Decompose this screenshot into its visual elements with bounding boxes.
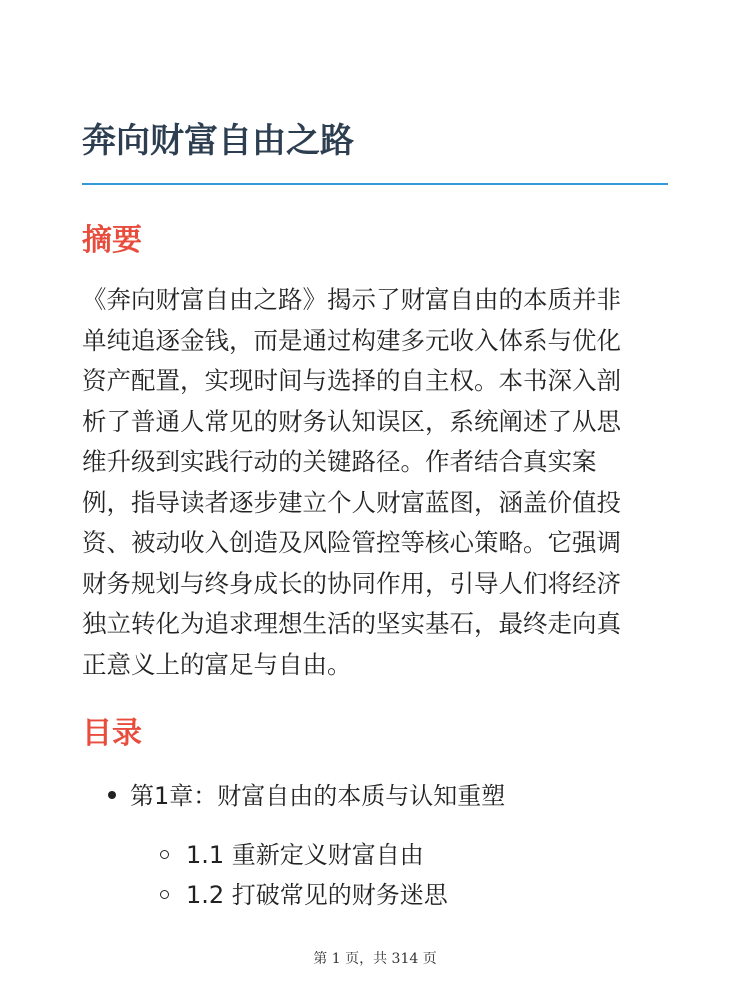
summary-paragraph bbox=[82, 280, 672, 685]
summary-line: 《奔向财富自由之路》揭示了财富自由的本质并非 bbox=[82, 285, 621, 314]
bullet-circle-icon bbox=[160, 890, 169, 899]
summary-line: 独立转化为追求理想生活的坚实基石，最终走向真 bbox=[82, 609, 621, 638]
toc-heading: 目录 bbox=[82, 716, 142, 751]
bullet-circle-icon bbox=[160, 850, 169, 859]
summary-line: 维升级到实践行动的关键路径。作者结合真实案 bbox=[82, 447, 597, 476]
summary-line: 例，指导读者逐步建立个人财富蓝图，涵盖价值投 bbox=[82, 487, 621, 517]
toc-chapter-label: 第1章：财富自由的本质与认知重塑 bbox=[130, 782, 506, 810]
summary-line: 资产配置，实现时间与选择的自主权。本书深入剖 bbox=[82, 366, 621, 395]
toc-section-1-2[interactable] bbox=[160, 878, 448, 912]
summary-line: 财务规划与终身成长的协同作用，引导人们将经济 bbox=[82, 568, 621, 598]
title-divider bbox=[82, 183, 668, 185]
page-number-footer: 第 1 页，共 314 页 bbox=[313, 951, 437, 967]
summary-line: 单纯追逐金钱，而是通过构建多元收入体系与优化 bbox=[82, 325, 621, 355]
toc-chapter-1[interactable] bbox=[108, 779, 505, 813]
summary-line: 正意义上的富足与自由。 bbox=[82, 649, 352, 679]
summary-line: 析了普通人常见的财务认知误区，系统阐述了从思 bbox=[82, 406, 621, 436]
bullet-dot-icon bbox=[108, 791, 116, 799]
summary-heading: 摘要 bbox=[82, 223, 142, 258]
summary-line: 资、被动收入创造及风险管控等核心策略。它强调 bbox=[82, 528, 621, 557]
toc-section-label: 1.2 打破常见的财务迷思 bbox=[186, 881, 448, 909]
toc-section-label: 1.1 重新定义财富自由 bbox=[186, 841, 424, 869]
document-title: 奔向财富自由之路 bbox=[82, 121, 354, 161]
toc-section-1-1[interactable] bbox=[160, 838, 424, 872]
